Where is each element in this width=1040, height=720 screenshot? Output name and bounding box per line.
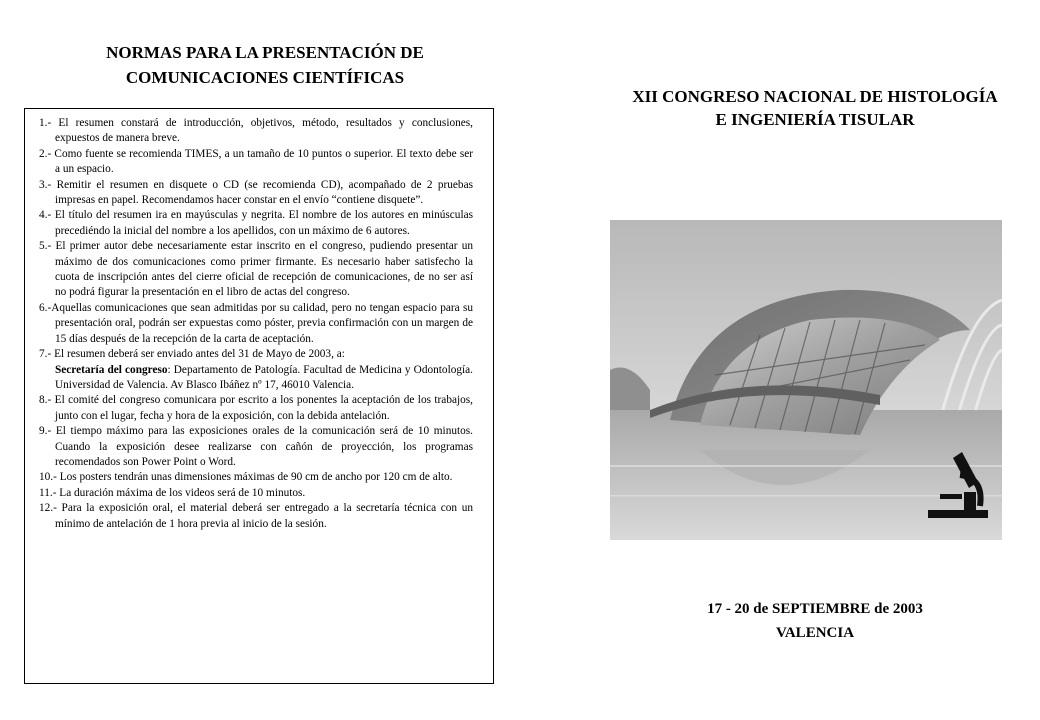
rules-title [40, 40, 490, 90]
rule-item [39, 208, 473, 239]
rule-item [39, 301, 473, 347]
rules-title-line1: NORMAS PARA LA PRESENTACIÓN DE [106, 43, 424, 62]
rule-item [39, 347, 473, 393]
rule-item [39, 178, 473, 209]
rules-box [24, 108, 494, 684]
rule-item [39, 147, 473, 178]
rule-item [39, 486, 473, 501]
rule-number: 2.- [39, 147, 52, 160]
rule-item [39, 470, 473, 485]
hemisferic-illustration [610, 220, 1002, 540]
rule-text: El primer autor debe necesariamente estar inscrito en el congreso, pudiendo presentar un máximo de dos comunicaciones como primer firmante. Es necesario haber satisfecho la cuota de inscripción antes del cierre oficial de recepción de comunicaciones, de no ser así no podrá figurar la presentación en el libro de actas del congreso. [55, 240, 473, 299]
rule-number: 6.- [39, 301, 52, 314]
rule-number: 11.- [39, 486, 57, 499]
rule-number: 8.- [39, 394, 52, 407]
rule-number: 12.- [39, 502, 57, 515]
rule-text: El título del resumen ira en mayúsculas y negrita. El nombre de los autores en minúsculas precediéndo la inicial del nombre a los apellidos, con un máximo de 6 autores. [54, 209, 473, 237]
rule-text: El comité del congreso comunicara por escrito a los ponentes la aceptación de los trabajos, junto con el lugar, fecha y hora de la exposición, con la debida antelación. [54, 394, 473, 422]
congress-title-line1: XII CONGRESO NACIONAL DE HISTOLOGÍA [632, 87, 998, 106]
secretariat-label: Secretaría del congreso [55, 363, 168, 376]
rule-text: Los posters tendrán unas dimensiones máximas de 90 cm de ancho por 120 cm de alto. [59, 471, 453, 484]
city: VALENCIA [775, 625, 855, 641]
rule-number: 9.- [39, 425, 52, 438]
rule-item [39, 116, 473, 147]
rule-text: Para la exposición oral, el material deberá ser entregado a la secretaría técnica con un mínimo de antelación de 1 hora previa al inicio de la sesión. [55, 502, 473, 530]
rule-text: Remitir el resumen en disquete o CD (se recomienda CD), acompañado de 2 pruebas impresas en papel. Recomendamos hacer constar en el envío “contiene disquete”. [55, 178, 473, 207]
congress-title-line2: E INGENIERÍA TISULAR [715, 110, 915, 129]
rules-title-line2: COMUNICACIONES CIENTÍFICAS [125, 68, 405, 87]
rule-item [39, 424, 473, 470]
congress-title [575, 85, 1040, 131]
rule-number: 5.- [39, 240, 52, 253]
rule-number: 10.- [39, 471, 57, 484]
rule-number: 7.- [39, 348, 52, 361]
rule-item [39, 239, 473, 301]
rule-text: Aquellas comunicaciones que sean admitidas por su calidad, pero no tengan espacio para su presentación oral, podrán ser expuestas como póster, previa confirmación con un margen de 15 días después de la recepción de la carta de aceptación. [51, 301, 473, 345]
rule-number: 3.- [39, 178, 52, 191]
rule-item [39, 501, 473, 532]
rule-number: 4.- [39, 209, 52, 222]
hemisferic-photo [610, 220, 1002, 540]
rule-item [39, 393, 473, 424]
rule-text: El resumen deberá ser enviado antes del 31 de Mayo de 2003, a: [54, 348, 345, 361]
rule-number: 1.- [39, 117, 52, 129]
rule-text: Como fuente se recomienda TIMES, a un tamaño de 10 puntos o superior. El texto debe ser a un espacio. [54, 147, 473, 176]
congress-dates [575, 597, 1040, 645]
rule-text: El resumen constará de introducción, objetivos, método, resultados y conclusiones, expuestos de manera breve. [55, 117, 473, 145]
date-range: 17 - 20 de SEPTIEMBRE de 2003 [707, 601, 923, 617]
secretariat-address: : Departamento de Patología. Facultad de Medicina y Odontología. Universidad de Valencia. Av Blasco Ibáñez nº 17, 46010 Valencia. [55, 363, 473, 391]
rule-text: La duración máxima de los videos será de 10 minutos. [59, 486, 306, 499]
rule-text: El tiempo máximo para las exposiciones orales de la comunicación será de 10 minutos. Cuando la exposición desee realizarse con cañón de proyección, los programas recomendados son Power Point o Word. [55, 425, 473, 468]
